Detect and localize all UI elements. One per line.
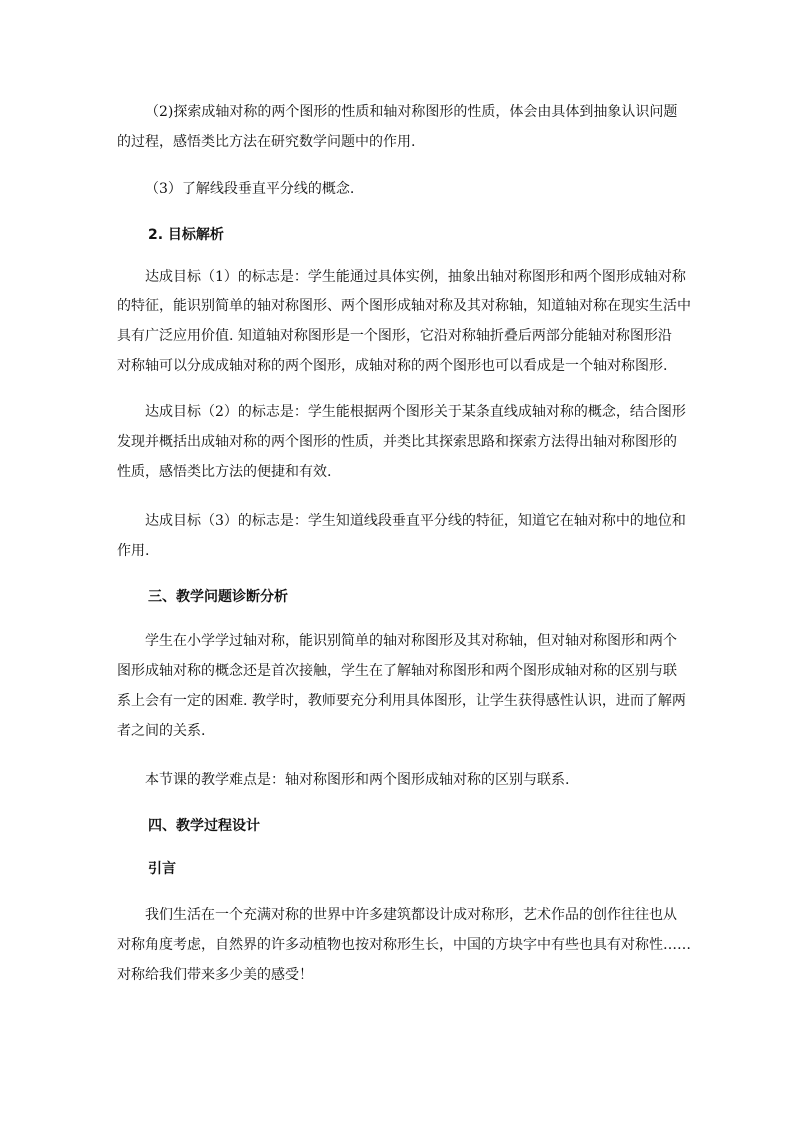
analysis-text-line-4: 者之间的关系. [117,723,206,739]
objective-3-text: （3）了解线段垂直平分线的概念. [145,181,355,197]
introduction-text-line-3: 对称给我们带来多少美的感受！ [117,967,313,983]
introduction-text-line-1: 我们生活在一个充满对称的世界中许多建筑都设计成对称形，艺术作品的创作往往也从 [145,907,677,923]
analysis-text-line-1: 学生在小学学过轴对称，能识别简单的轴对称图形及其对称轴，但对轴对称图形和两个 [145,633,677,649]
goal-1-text-line-3: 具有广泛应用价值. 知道轴对称图形是一个图形，它沿对称轴折叠后两部分能轴对称图形沿 [117,328,672,344]
goal-3-text-line-1: 达成目标（3）的标志是：学生知道线段垂直平分线的特征，知道它在轴对称中的地位和 [145,513,686,529]
objective-2-text-line-1: （2)探索成轴对称的两个图形的性质和轴对称图形的性质，体会由具体到抽象认识问题 [145,104,678,120]
goal-2-text-line-2: 发现并概括出成轴对称的两个图形的性质，并类比其探索思路和探索方法得出轴对称图形的 [117,434,677,450]
goal-2-text-line-3: 性质，感悟类比方法的便捷和有效. [117,464,332,480]
introduction-text-line-2: 对称角度考虑，自然界的许多动植物也按对称形生长，中国的方块字中有些也具有对称性…… [117,937,691,953]
section-heading-objective-analysis: 2. 目标解析 [148,227,224,243]
analysis-text-line-3: 系上会有一定的困难. 教学时，教师要充分利用具体图形，让学生获得感性认识，进而了解两 [117,693,686,709]
analysis-text-line-2: 图形成轴对称的概念还是首次接触，学生在了解轴对称图形和两个图形成轴对称的区别与联 [117,663,677,679]
section-heading-teaching-process: 四、教学过程设计 [148,818,260,834]
objective-2-text-line-2: 的过程，感悟类比方法在研究数学问题中的作用. [117,134,416,150]
section-heading-teaching-problem-analysis: 三、教学问题诊断分析 [148,589,288,605]
goal-1-text-line-4: 对称轴可以分成成轴对称的两个图形，成轴对称的两个图形也可以看成是一个轴对称图形. [117,358,668,374]
goal-1-text-line-1: 达成目标（1）的标志是：学生能通过具体实例，抽象出轴对称图形和两个图形成轴对称 [145,269,686,285]
goal-2-text-line-1: 达成目标（2）的标志是：学生能根据两个图形关于某条直线成轴对称的概念，结合图形 [145,404,686,420]
teaching-difficulty-text: 本节课的教学难点是：轴对称图形和两个图形成轴对称的区别与联系. [145,772,570,788]
goal-3-text-line-2: 作用. [117,543,150,559]
section-heading-introduction: 引言 [148,861,176,877]
goal-1-text-line-2: 的特征，能识别简单的轴对称图形、两个图形成轴对称及其对称轴，知道轴对称在现实生活中 [117,298,691,314]
